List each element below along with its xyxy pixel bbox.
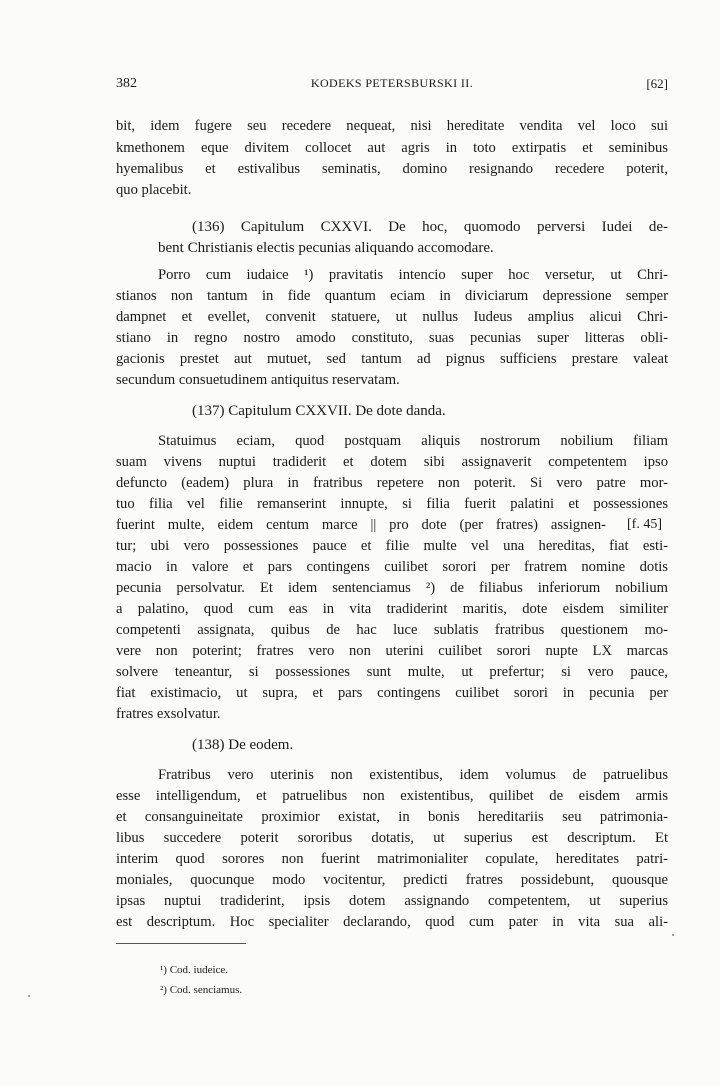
text-line: stiano in regno nostro amodo constituto, suas pecunias super litteras obli- [116, 330, 668, 346]
text-line: fratres exsolvatur. [116, 706, 221, 722]
text-line: libus succedere poterit sororibus dotatis, ut superius est descriptum. Et [116, 830, 668, 846]
page-speck [672, 934, 674, 936]
text-line: fuerint multe, eidem centum marce || pro dote (per fratres) assignen- [116, 517, 606, 533]
text-line: moniales, quocunque modo vocitentur, predicti fratres possidebunt, quousque [116, 872, 668, 888]
text-line: tuo filia vel filie remanserint innupte, si filia fuerit palatini et possessiones [116, 496, 668, 512]
text-line: secundum consuetudinem antiquitus reservatam. [116, 372, 400, 388]
page-number: 382 [116, 76, 137, 91]
text-line: hyemalibus et estivalibus seminatis, domino resignando recedere poterit, [116, 161, 668, 177]
text-line: competenti assignata, quibus de hac luce sublatis fratribus questionem mo- [116, 622, 668, 638]
text-line: bit, idem fugere seu recedere nequeat, nisi hereditate vendita vel loco sui [116, 118, 668, 134]
text-line: gacionis prestet aut mutuet, sed tantum ad pignus sufficiens prestare valeat [116, 351, 668, 367]
text-line: ipsas nuptui tradiderint, ipsis dotem assignando competentem, ut superius [116, 893, 668, 909]
text-line: solvere teneantur, si possessiones sunt multe, ut prefertur; si vero pauce, [116, 664, 668, 680]
text-line: quo placebit. [116, 182, 192, 198]
folio-marker: [f. 45] [627, 517, 662, 532]
text-line: interim quod sorores non fuerint matrimonialiter copulate, hereditates patri- [116, 851, 668, 867]
footnote-rule [116, 943, 246, 944]
text-line: macio in valore et pars contingens cuilibet sorori per fratrem nomine dotis [116, 559, 668, 575]
text-line: est descriptum. Hoc specialiter declarando, quod cum pater in vita sua ali- [116, 914, 668, 930]
chapter-heading: (136) Capitulum CXXVI. De hoc, quomodo perversi Iudei de- [192, 219, 668, 235]
text-line: suam vivens nuptui tradiderit et dotem sibi assignaverit competentem ipso [116, 454, 668, 470]
text-line: pecunia persolvatur. Et idem sentenciamus ²) de filiabus inferiorum nobilium [116, 580, 668, 596]
text-line: Fratribus vero uterinis non existentibus, idem volumus de patruelibus [158, 767, 668, 783]
text-line: stianos non tantum in fide quantum eciam in diviciarum depressione semper [116, 288, 668, 304]
text-line: defuncto (eadem) plura in fratribus repetere non poterit. Si vero patre mor- [116, 475, 668, 491]
page-speck [28, 995, 30, 997]
text-line: Porro cum iudaice ¹) pravitatis intencio super hoc versetur, ut Chri- [158, 267, 668, 283]
folio-reference: [62] [646, 76, 668, 91]
text-line: kmethonem eque divitem collocet aut agris in toto extirpatis et seminibus [116, 140, 668, 156]
chapter-heading: (138) De eodem. [192, 737, 294, 753]
running-title: KODEKS PETERSBURSKI II. [310, 76, 474, 90]
text-line: dampnet et evellet, convenit statuere, ut nullus Iudeus amplius alicui Chri- [116, 309, 668, 325]
text-line: a palatino, quod cum eas in vita tradiderint maritis, dote eisdem similiter [116, 601, 668, 617]
footnote: ²) Cod. senciamus. [160, 984, 243, 996]
text-line: vere non poterint; fratres vero non uterini cuilibet sorori nupte LX marcas [116, 643, 668, 659]
text-line: fiat existimacio, ut supra, et pars contingens cuilibet sorori in pecunia per [116, 685, 668, 701]
text-line: Statuimus eciam, quod postquam aliquis nostrorum nobilium filiam [158, 433, 668, 449]
page-header [116, 76, 668, 96]
text-line: et consanguineitate proximior existat, in bonis hereditariis seu patrimonia- [116, 809, 668, 825]
text-line: esse intelligendum, et patruelibus non existentibus, quilibet de eisdem armis [116, 788, 668, 804]
text-line: tur; ubi vero possessiones pauce et filie multe vel una hereditas, fiat esti- [116, 538, 668, 554]
chapter-heading-cont: bent Christianis electis pecunias aliquando accomodare. [158, 240, 494, 256]
footnote: ¹) Cod. iudeice. [160, 964, 229, 976]
chapter-heading: (137) Capitulum CXXVII. De dote danda. [192, 403, 446, 419]
